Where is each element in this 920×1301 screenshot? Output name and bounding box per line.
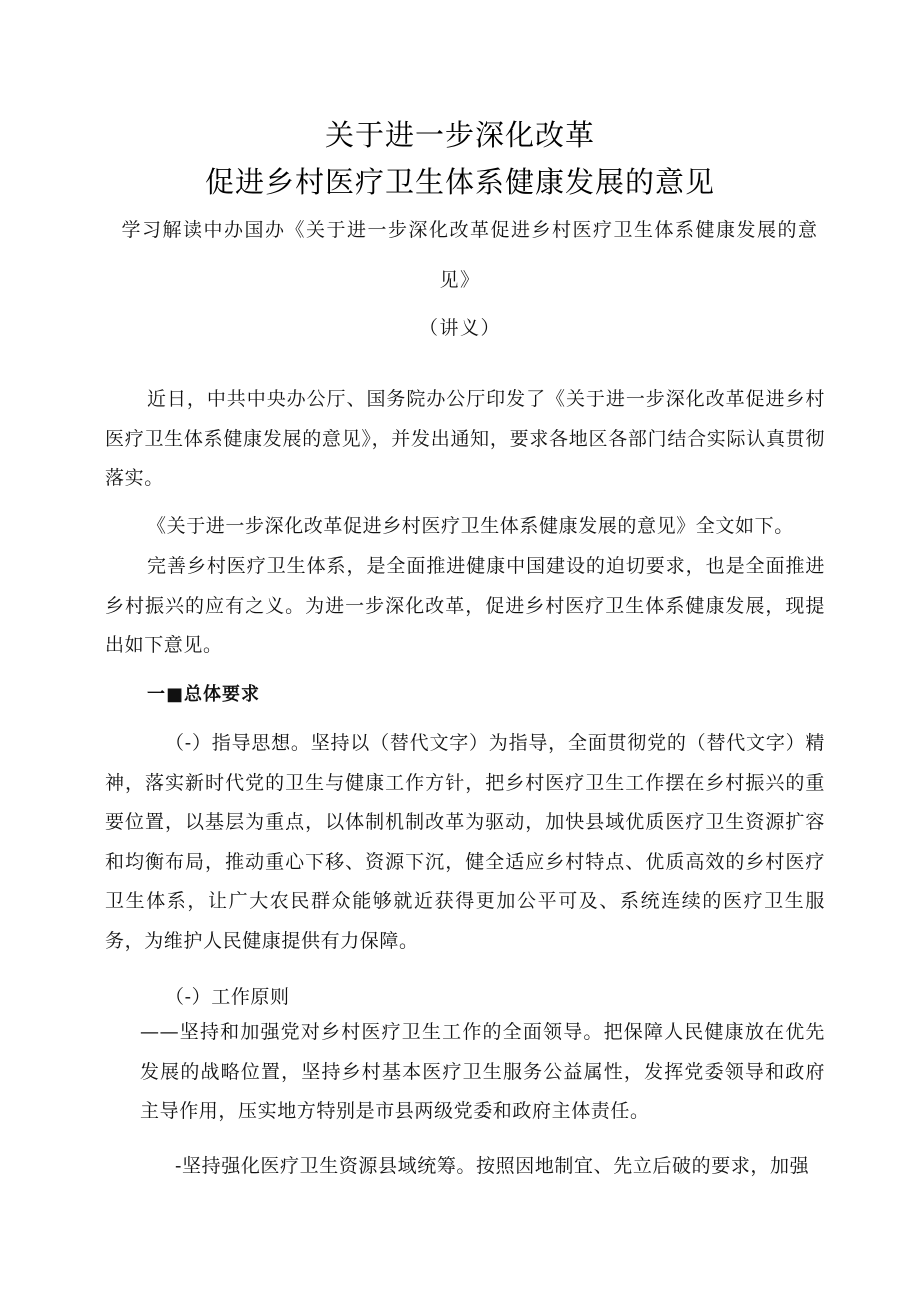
document-title-line1: 关于进一步深化改革 [324, 118, 595, 152]
paragraph-principle-party-leadership [140, 1013, 825, 1132]
subtitle-lecture-notes: （讲义） [418, 317, 501, 339]
paragraph-principle-county-coordination: -坚持强化医疗卫生资源县域统筹。按照因地制宜、先立后破的要求，加强 [175, 1155, 810, 1177]
paragraph-guiding-thought: （-）指导思想。坚持以（替代文字）为指导，全面贯彻党的（替代文字）精神，落实新时代党的卫生与健康工作方针，把乡村医疗卫生工作摆在乡村振兴的重要位置，以基层为重点，以体制机制改革为驱动，加快县域优质医疗卫生资源扩容和均衡布局，推动重心下移、资源下沉，健全适应乡村特点、优质高效的乡村医疗卫生体系，让广大农民群众能够就近获得更加公平可及、系统连续的医疗卫生服务，为维护人民健康提供有力保障。 [105, 732, 825, 952]
paragraph-preamble: 完善乡村医疗卫生体系，是全面推进健康中国建设的迫切要求，也是全面推进乡村振兴的应有之义。为进一步深化改革，促进乡村医疗卫生体系健康发展，现提出如下意见。 [105, 555, 825, 656]
paragraph-fulltext-note: 《关于进一步深化改革促进乡村医疗卫生体系健康发展的意见》全文如下。 [147, 515, 794, 537]
subheading-work-principles: （-）工作原则 [165, 986, 290, 1008]
principle1-text: ——坚持和加强党对乡村医疗卫生工作的全面领导。把保障人民健康放在优先发展的战略位置，坚持乡村基本医疗卫生服务公益属性，发挥党委领导和政府主导作用，压实地方特别是市县两级党委和政府主体责任。 [140, 1021, 825, 1122]
paragraph-intro: 近日，中共中央办公厅、国务院办公厅印发了《关于进一步深化改革促进乡村医疗卫生体系健康发展的意见》，并发出通知，要求各地区各部门结合实际认真贯彻落实。 [105, 388, 825, 489]
subtitle-line1: 学习解读中办国办《关于进一步深化改革促进乡村医疗卫生体系健康发展的意 [121, 219, 819, 241]
subtitle-line2: 见》 [439, 269, 481, 291]
section-heading-general-requirements: 一■总体要求 [147, 684, 261, 705]
document-title-line2: 促进乡村医疗卫生体系健康发展的意见 [204, 165, 715, 199]
